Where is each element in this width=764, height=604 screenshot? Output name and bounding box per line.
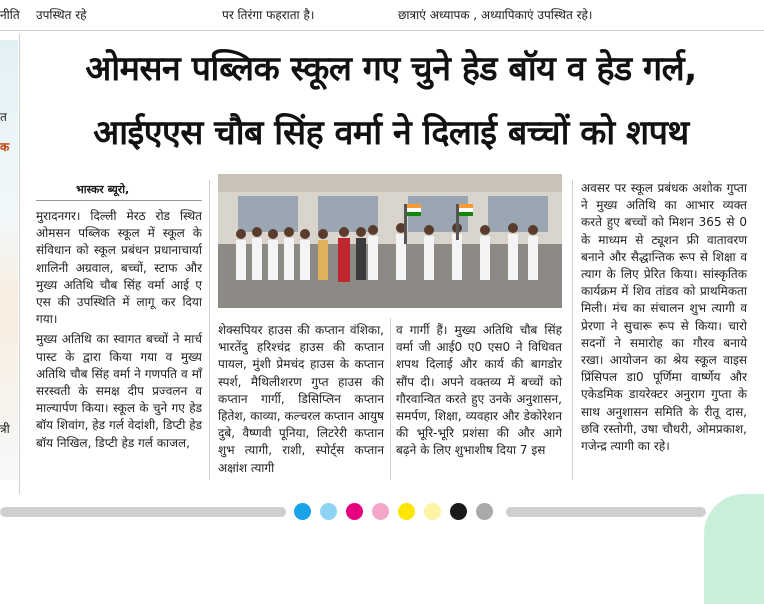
left-fragment-3: त्री [0, 422, 10, 436]
previous-article-strip [0, 0, 764, 31]
byline: भास्कर ब्यूरो, [76, 183, 130, 196]
registration-dot-cyan [294, 503, 311, 520]
registration-dot-gray [476, 503, 493, 520]
registration-dot-magenta [346, 503, 363, 520]
article-column-4: अवसर पर स्कूल प्रबंधक अशोक गुप्ता ने मुख्य अतिथि का आभार व्यक्त करते हुए बच्चों को मिशन 365 से 0 के माध्यम से ट्यूशन फ्री वातावरण बनाने और सैद्धान्तिक रूप से शिक्षा व त्याग के लिए प्रेरित किया। सांस्कृतिक कार्यक्रम में शिव तांडव को प्राथमिकता मिली। मंच का संचालन शुभ त्यागी व प्रेरणा ने सुचारू रूप से किया। चारो सदनों ने समारोह का गौरव बनाये रखा। आयोजन का श्रेय स्कूल वाइस प्रिंसिपल डा0 पूर्णिमा वार्ष्णेय और एकेडमिक डायरेक्टर अनुराग गुप्ता के साथ अनुशासन समिति के रीतू दास, छवि रस्तोगी, उषा चौधरी, ओमप्रकाश, गजेन्द्र त्यागी का रहे। [581, 181, 747, 454]
article-column-2: शेक्सपियर हाउस की कप्तान वंशिका, भारतेंदु हरिश्चंद्र हाउस की कप्तान पायल, मुंशी प्रेमचंद हाउस के कप्तान स्पर्श, मैथिलीशरण गुप्त हाउस की कप्तान गार्गी, डिसिप्लिन कप्तान हितेश, काव्या, कल्चरल कप्तान आयुष दुबे, वैष्णवी पूनिया, लिटरेरी कप्तान शुभ त्यागी, राशी, स्पोर्ट्स कप्तान अक्षांश त्यागी [218, 323, 384, 475]
registration-dot-light-yellow [424, 503, 441, 520]
top-text-col2: पर तिरंगा फहराता है। [222, 8, 315, 22]
headline-line-2: आईएएस चौब सिंह वर्मा ने दिलाई बच्चों को शपथ [93, 113, 689, 153]
registration-dot-black [450, 503, 467, 520]
bar-segment-right [506, 507, 706, 517]
corner-decoration [704, 494, 764, 604]
group-photo-illustration [218, 174, 562, 308]
article-column-3: व गार्गी हैं। मुख्य अतिथि चौब सिंह वर्मा जी आई0 ए0 एस0 ने विधिवत शपथ दिलाई और कार्य की बागडोर सौंप दी। अपने वक्तव्य में बच्चों को गौरवान्वित करते हुए उनके अनुशासन, समर्पण, शिक्षा, व्यवहार और डेकोरेशन की भूरि-भूरि प्रशंसा की और आगे बढ़ने के लिए शुभाशीष दिया 7 इस [396, 323, 562, 458]
bar-segment-left [0, 507, 286, 517]
left-divider [19, 34, 20, 494]
article-column-1 [36, 208, 202, 455]
column1-paragraph-2: मुख्य अतिथि का स्वागत बच्चों ने मार्च पास्ट के द्वारा किया गया व मुख्य अतिथि चौब सिंह वर्मा ने गणपति व माँ सरस्वती के समक्ष दीप प्रज्वलन व माल्यार्पण किया। स्कूल के चुने गए हेड बॉय शिवांग, हेड गर्ल वेदांशी, डिप्टी हेड बॉय निखिल, डिप्टी हेड गर्ल काजल, [36, 332, 202, 450]
left-fragment-1: त [0, 110, 7, 124]
registration-dot-light-magenta [372, 503, 389, 520]
left-neighbor-image-strip [0, 40, 18, 480]
column-divider-1 [209, 180, 210, 480]
registration-dot-light-cyan [320, 503, 337, 520]
column-divider-3 [572, 180, 573, 480]
left-fragment-2: क [0, 140, 10, 154]
top-text-col1: उपस्थित रहे [36, 8, 87, 22]
registration-dot-yellow [398, 503, 415, 520]
byline-rule [36, 200, 202, 201]
headline-line-1: ओमसन पब्लिक स्कूल गए चुने हेड बॉय व हेड गर्ल, [85, 49, 697, 89]
article-photo [218, 174, 562, 308]
top-text-col3: छात्राएं अध्यापक , अध्यापिकाएं उपस्थित रहे। [398, 8, 593, 22]
top-left-fragment: नीति [0, 8, 20, 22]
column1-paragraph-1: मुरादनगर। दिल्ली मेरठ रोड स्थित ओमसन पब्लिक स्कूल में स्कूल के संविधान को स्कूल प्रबंधन प्रधानाचार्या शालिनी अग्रवाल, बच्चों, स्टाफ और मुख्य अतिथि चौब सिंह वर्मा आई ए एस की उपस्थिति में लागू कर दिया गया। [36, 209, 202, 327]
column-divider-2 [390, 318, 391, 480]
